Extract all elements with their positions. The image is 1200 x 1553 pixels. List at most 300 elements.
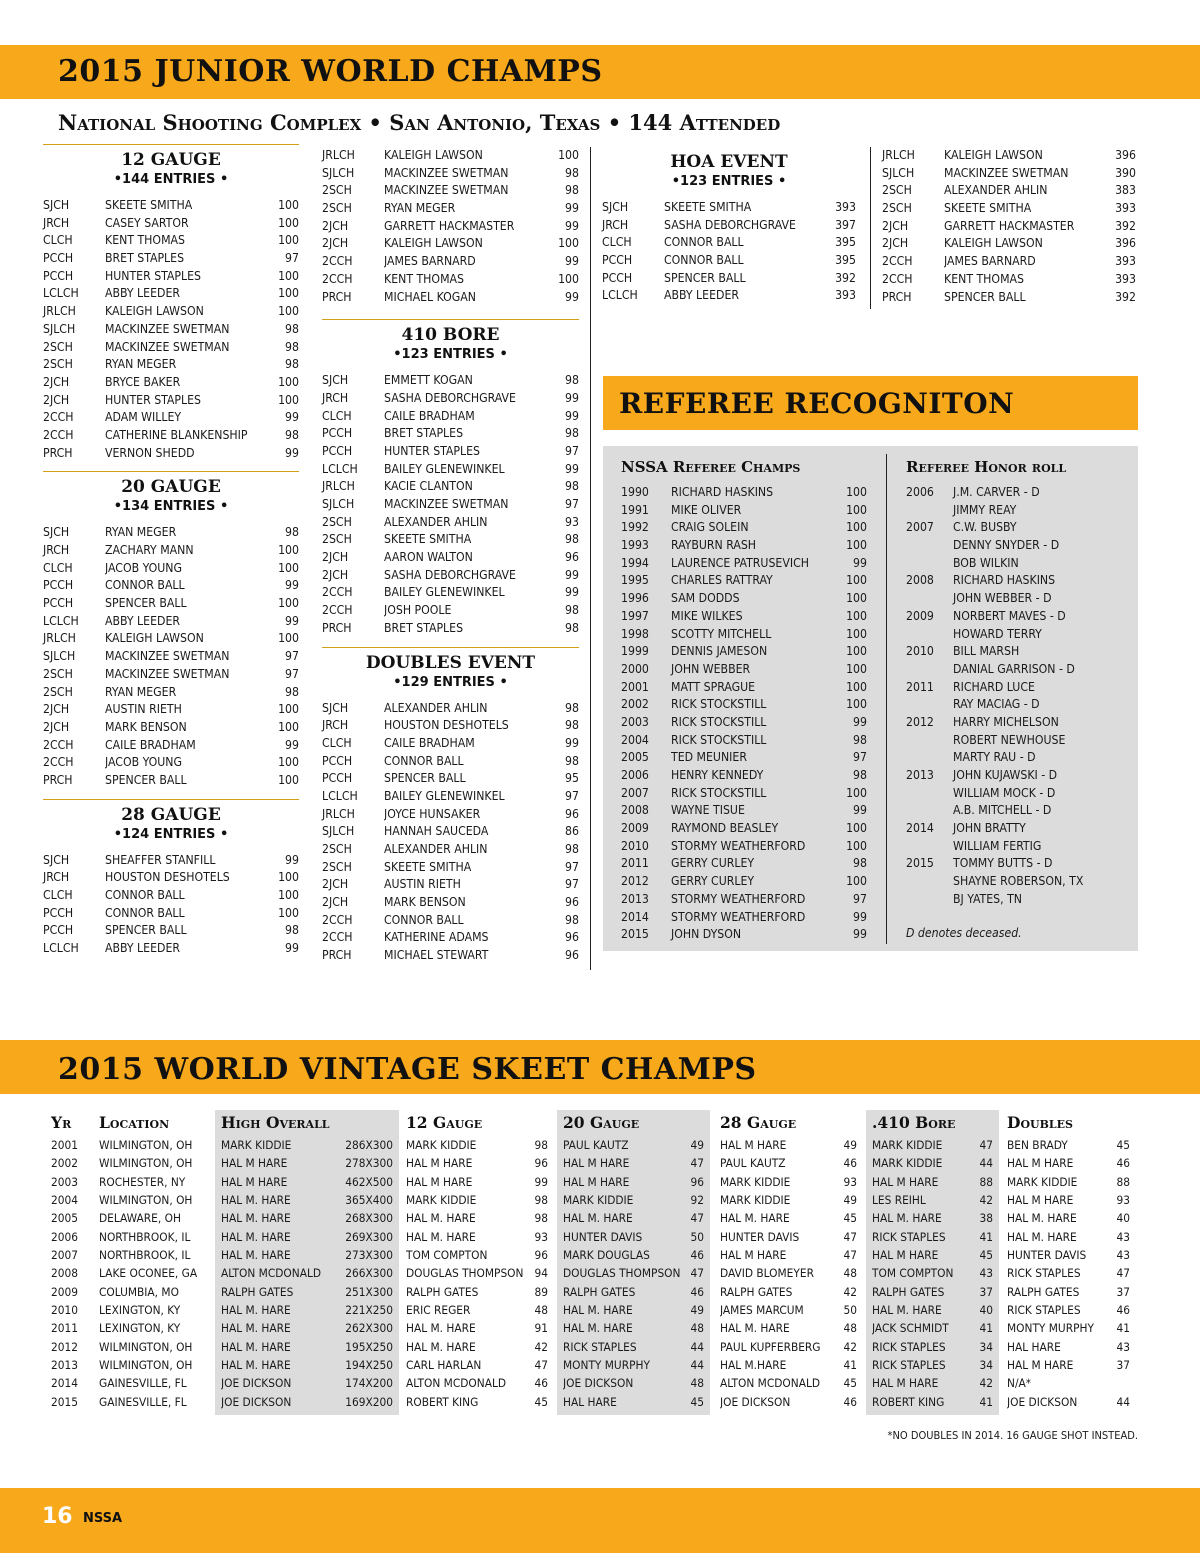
vintage-score: 41 — [1116, 1321, 1130, 1336]
honor-row — [906, 590, 1126, 608]
shooter-name: ALEXANDER AHLIN — [944, 183, 1048, 198]
score: 100 — [558, 148, 579, 162]
referee-champ-row — [621, 749, 867, 767]
shooter-name: CAILE BRADHAM — [105, 737, 196, 752]
vintage-cell: 2006 — [51, 1229, 79, 1244]
result-row — [322, 478, 579, 496]
vintage-row — [714, 1283, 863, 1301]
vintage-col-header: .410 Bore — [872, 1113, 956, 1132]
vintage-cell: PAUL KUPFERBERG — [720, 1339, 821, 1354]
vintage-cell: ROBERT KING — [406, 1394, 479, 1409]
event-title: 28 GAUGE — [121, 804, 221, 825]
vintage-row — [1001, 1191, 1136, 1209]
vintage-cell: HAL M. HARE — [221, 1321, 291, 1336]
vintage-cell: JAMES MARCUM — [720, 1303, 804, 1318]
vintage-cell: DELAWARE, OH — [99, 1211, 181, 1226]
result-row — [322, 841, 579, 859]
result-row — [43, 445, 299, 463]
score: 99 — [565, 289, 579, 304]
shooter-name: JACOB YOUNG — [105, 560, 182, 575]
score: 395 — [835, 253, 856, 268]
vintage-row — [93, 1209, 213, 1227]
result-row — [43, 409, 299, 427]
shooter-name: MACKINZEE SWETMAN — [105, 666, 230, 681]
champ-name: GERRY CURLEY — [671, 856, 755, 871]
shooter-name: ZACHARY MANN — [105, 543, 194, 557]
vintage-cell: HAL M. HARE — [720, 1321, 790, 1336]
result-row — [882, 147, 1136, 165]
vintage-row — [400, 1319, 554, 1337]
shooter-name: JOSH POOLE — [384, 603, 452, 618]
footer-brand: NSSA — [83, 1511, 123, 1526]
result-row — [882, 235, 1136, 253]
result-row — [43, 560, 299, 578]
vintage-row — [866, 1319, 999, 1337]
vintage-cell: HUNTER DAVIS — [720, 1229, 800, 1244]
shooter-name: SPENCER BALL — [664, 270, 746, 285]
result-row — [322, 147, 579, 165]
vintage-row — [1001, 1374, 1136, 1392]
vintage-score: 174X200 — [345, 1376, 393, 1391]
score: 99 — [285, 737, 299, 752]
vintage-row — [866, 1136, 999, 1154]
junior-subtitle: National Shooting Complex • San Antonio, Texas • 144 Attended — [58, 110, 781, 135]
champ-year: 1999 — [621, 644, 649, 659]
result-row — [602, 287, 856, 305]
vintage-cell: PAUL KAUTZ — [563, 1138, 629, 1152]
class-code: JRLCH — [322, 148, 355, 162]
score: 100 — [278, 755, 299, 770]
champ-year: 1997 — [621, 608, 649, 623]
honor-name: C.W. BUSBY — [953, 520, 1017, 535]
class-code: 2SCH — [43, 666, 73, 681]
vintage-cell: HAL M. HARE — [221, 1339, 291, 1354]
vintage-row — [714, 1319, 863, 1337]
vintage-score: 41 — [979, 1394, 993, 1409]
champ-name: CRAIG SOLEIN — [671, 520, 749, 535]
result-row — [322, 770, 579, 788]
vintage-score: 45 — [843, 1211, 857, 1226]
honor-year — [906, 537, 953, 555]
vintage-score: 93 — [534, 1229, 548, 1244]
vintage-score: 43 — [979, 1266, 993, 1281]
champ-score: 100 — [846, 538, 867, 553]
vintage-row — [93, 1338, 213, 1356]
vintage-score: 40 — [1116, 1211, 1130, 1226]
shooter-name: BRET STAPLES — [105, 251, 185, 266]
class-code: LCLCH — [322, 788, 358, 803]
champ-score: 100 — [846, 520, 867, 535]
score: 98 — [285, 321, 299, 336]
class-code: PCCH — [43, 268, 74, 283]
honor-year: 2010 — [906, 644, 934, 659]
vintage-cell: HAL M. HARE — [221, 1248, 291, 1263]
vintage-row — [557, 1264, 710, 1282]
shooter-name: AUSTIN RIETH — [384, 877, 461, 892]
referee-champ-row — [621, 873, 867, 891]
vintage-cell: HAL M. HARE — [221, 1358, 291, 1373]
vintage-row — [400, 1283, 554, 1301]
class-code: JRLCH — [43, 304, 76, 319]
vintage-row — [93, 1374, 213, 1392]
vintage-row — [400, 1301, 554, 1319]
vintage-score: 45 — [1116, 1138, 1130, 1152]
champ-score: 100 — [846, 626, 867, 641]
result-row — [322, 390, 579, 408]
result-row — [43, 339, 299, 357]
shooter-name: MACKINZEE SWETMAN — [105, 339, 230, 354]
honor-row — [906, 855, 1126, 873]
shooter-name: KALEIGH LAWSON — [105, 304, 204, 319]
champ-year: 1990 — [621, 485, 649, 499]
champ-score: 98 — [853, 732, 867, 747]
vintage-score: 48 — [690, 1321, 704, 1336]
honor-name: DANIAL GARRISON - D — [953, 661, 1075, 676]
honor-row — [906, 714, 1126, 732]
shooter-name: SKEETE SMITHA — [944, 201, 1032, 216]
shooter-name: GARRETT HACKMASTER — [384, 218, 515, 233]
referee-panel — [603, 446, 1138, 951]
class-code: PRCH — [43, 772, 73, 787]
result-row — [882, 271, 1136, 289]
vintage-score: 268X300 — [345, 1211, 393, 1226]
shooter-name: MICHAEL STEWART — [384, 948, 489, 963]
referee-champ-row — [621, 909, 867, 927]
class-code: JRLCH — [43, 631, 76, 646]
class-code: JRCH — [43, 215, 70, 230]
vintage-score: 40 — [979, 1303, 993, 1318]
vintage-row — [557, 1393, 710, 1411]
vintage-row — [215, 1393, 399, 1411]
shooter-name: ABBY LEEDER — [105, 941, 180, 956]
vintage-row — [215, 1246, 399, 1264]
result-row — [322, 253, 579, 271]
vintage-cell: HAL M HARE — [872, 1174, 939, 1189]
event-title: 12 GAUGE — [121, 150, 221, 170]
vintage-row — [215, 1191, 399, 1209]
vintage-cell: HAL M HARE — [1007, 1193, 1074, 1208]
honor-name: HOWARD TERRY — [953, 626, 1042, 641]
vintage-row — [1001, 1264, 1136, 1282]
vintage-col-header: Doubles — [1007, 1113, 1073, 1132]
vintage-cell: RALPH GATES — [563, 1284, 636, 1299]
vintage-score: 49 — [690, 1303, 704, 1318]
class-code: JRLCH — [322, 479, 355, 494]
class-code: JRCH — [43, 870, 70, 885]
vintage-score: 43 — [1116, 1339, 1130, 1354]
vintage-row — [45, 1209, 93, 1227]
vintage-score: 42 — [843, 1284, 857, 1299]
vintage-cell: JOE DICKSON — [221, 1376, 292, 1391]
vintage-score: 365X400 — [345, 1193, 393, 1208]
score: 99 — [565, 201, 579, 216]
score: 96 — [565, 550, 579, 565]
vintage-row — [1001, 1283, 1136, 1301]
vintage-col-doubles — [1001, 1110, 1136, 1415]
class-code: 2SCH — [322, 514, 352, 529]
honor-row — [906, 820, 1126, 838]
shooter-name: JOYCE HUNSAKER — [384, 806, 481, 821]
vintage-cell: HAL M. HARE — [406, 1321, 476, 1336]
result-row — [43, 737, 299, 755]
score: 98 — [565, 753, 579, 768]
shooter-name: CATHERINE BLANKENSHIP — [105, 427, 248, 442]
result-row — [322, 602, 579, 620]
vintage-col-410-bore — [866, 1110, 999, 1415]
vintage-row — [557, 1301, 710, 1319]
honor-year — [906, 802, 953, 820]
score: 99 — [285, 613, 299, 628]
champ-name: MIKE WILKES — [671, 608, 743, 623]
vintage-score: 49 — [690, 1138, 704, 1152]
page-footer — [0, 1488, 1200, 1553]
class-code: SJCH — [43, 198, 70, 212]
referee-champ-row — [621, 590, 867, 608]
class-code: 2CCH — [322, 585, 353, 600]
vintage-row — [714, 1228, 863, 1246]
referee-champ-row — [621, 767, 867, 785]
shooter-name: RYAN MEGER — [384, 201, 456, 216]
vintage-row — [557, 1338, 710, 1356]
vintage-row — [400, 1246, 554, 1264]
shooter-name: MARK BENSON — [105, 719, 187, 734]
champ-score: 100 — [846, 697, 867, 712]
honor-name: JIMMY REAY — [953, 502, 1017, 517]
vintage-cell: 2013 — [51, 1358, 79, 1373]
score: 99 — [565, 567, 579, 582]
vintage-row — [215, 1338, 399, 1356]
class-code: 2CCH — [43, 410, 74, 425]
shooter-name: CAILE BRADHAM — [384, 408, 475, 423]
honor-row — [906, 484, 1126, 502]
vintage-cell: JOE DICKSON — [720, 1394, 791, 1409]
vintage-row — [215, 1319, 399, 1337]
score: 392 — [1115, 289, 1136, 304]
class-code: 2JCH — [322, 895, 349, 910]
referee-champ-row — [621, 891, 867, 909]
shooter-name: JAMES BARNARD — [944, 254, 1036, 269]
vintage-score: 48 — [690, 1376, 704, 1391]
shooter-name: SHEAFFER STANFILL — [105, 852, 216, 867]
class-code: 2JCH — [43, 702, 70, 717]
result-row — [882, 182, 1136, 200]
event-entries: • 124 ENTRIES • — [43, 826, 299, 844]
referee-champ-row — [621, 802, 867, 820]
shooter-name: BAILEY GLENEWINKEL — [384, 461, 505, 476]
result-row — [322, 567, 579, 585]
honor-name: TOMMY BUTTS - D — [953, 856, 1053, 871]
vintage-cell: RALPH GATES — [1007, 1284, 1080, 1299]
champ-name: STORMY WEATHERFORD — [671, 891, 806, 906]
vintage-row — [93, 1356, 213, 1374]
vintage-row — [400, 1191, 554, 1209]
vintage-row — [93, 1246, 213, 1264]
champ-name: SCOTTY MITCHELL — [671, 626, 772, 641]
champ-year: 1991 — [621, 502, 649, 517]
champ-name: DENNIS JAMESON — [671, 644, 768, 659]
result-row — [322, 894, 579, 912]
score: 95 — [565, 771, 579, 786]
vintage-row — [557, 1246, 710, 1264]
vintage-cell: 2015 — [51, 1394, 79, 1409]
vintage-row — [866, 1393, 999, 1411]
vintage-row — [557, 1283, 710, 1301]
vintage-score: 194X250 — [345, 1358, 393, 1373]
class-code: PCCH — [322, 443, 353, 458]
vintage-row — [215, 1228, 399, 1246]
score: 99 — [565, 218, 579, 233]
vintage-cell: HAL M HARE — [406, 1156, 473, 1171]
vintage-score: 93 — [1116, 1193, 1130, 1208]
vintage-row — [557, 1356, 710, 1374]
vintage-score: 47 — [690, 1156, 704, 1171]
result-row — [322, 271, 579, 289]
result-row — [43, 427, 299, 445]
champ-name: JOHN DYSON — [671, 927, 742, 942]
vintage-cell: COLUMBIA, MO — [99, 1284, 179, 1299]
shooter-name: HOUSTON DESHOTELS — [384, 718, 509, 733]
event-title: HOA EVENT — [670, 152, 788, 172]
shooter-name: ALEXANDER AHLIN — [384, 700, 488, 715]
class-code: LCLCH — [602, 288, 638, 303]
class-code: PCCH — [43, 596, 74, 611]
vintage-cell: HAL M. HARE — [563, 1211, 633, 1226]
honor-row — [906, 519, 1126, 537]
class-code: 2SCH — [882, 183, 912, 198]
class-code: CLCH — [322, 408, 352, 423]
event-title: 20 GAUGE — [121, 477, 221, 498]
vintage-cell: RALPH GATES — [872, 1284, 945, 1299]
vintage-score: 46 — [534, 1376, 548, 1391]
vintage-cell: PAUL KAUTZ — [720, 1156, 786, 1171]
result-row — [43, 392, 299, 410]
vintage-cell: WILMINGTON, OH — [99, 1156, 193, 1171]
class-code: JRCH — [43, 543, 70, 557]
vintage-col-high-overall — [215, 1110, 399, 1415]
event-title: DOUBLES EVENT — [365, 652, 536, 673]
result-row — [43, 303, 299, 321]
vintage-row — [866, 1209, 999, 1227]
shooter-name: SASHA DEBORCHGRAVE — [384, 390, 516, 405]
shooter-name: SKEETE SMITHA — [384, 859, 472, 874]
vintage-score: 50 — [843, 1303, 857, 1318]
shooter-name: SPENCER BALL — [105, 772, 187, 787]
shooter-name: MACKINZEE SWETMAN — [105, 649, 230, 664]
referee-champ-row — [621, 926, 867, 944]
vintage-row — [1001, 1338, 1136, 1356]
vintage-row — [866, 1356, 999, 1374]
score: 97 — [565, 788, 579, 803]
score: 98 — [565, 718, 579, 733]
champ-score: 100 — [846, 679, 867, 694]
result-row — [322, 461, 579, 479]
honor-year — [906, 555, 953, 573]
vintage-cell: MARK KIDDIE — [1007, 1174, 1078, 1189]
honor-name: JOHN BRATTY — [953, 821, 1026, 836]
vintage-cell: 2012 — [51, 1339, 79, 1354]
score: 99 — [565, 585, 579, 600]
champ-name: SAM DODDS — [671, 591, 740, 606]
honor-name: BJ YATES, TN — [953, 891, 1022, 906]
vintage-col-header: 28 Gauge — [720, 1113, 797, 1132]
score: 100 — [278, 198, 299, 212]
class-code: 2JCH — [882, 236, 909, 251]
junior-title: 2015 JUNIOR WORLD CHAMPS — [58, 54, 603, 89]
score: 99 — [565, 390, 579, 405]
vintage-cell: RALPH GATES — [720, 1284, 793, 1299]
result-row — [322, 408, 579, 426]
result-row — [43, 250, 299, 268]
vintage-cell: MARK KIDDIE — [720, 1174, 791, 1189]
vintage-cell: JOE DICKSON — [221, 1394, 292, 1409]
class-code: 2SCH — [322, 183, 352, 198]
honor-name: BILL MARSH — [953, 644, 1020, 659]
champ-score: 100 — [846, 573, 867, 588]
vintage-row — [866, 1283, 999, 1301]
vintage-col-12-gauge — [400, 1110, 554, 1415]
champ-name: STORMY WEATHERFORD — [671, 909, 806, 924]
vintage-row — [557, 1374, 710, 1392]
score: 100 — [278, 631, 299, 646]
shooter-name: BRYCE BAKER — [105, 374, 181, 389]
vintage-col-header: Yr — [51, 1113, 72, 1132]
vintage-row — [45, 1356, 93, 1374]
class-code: SJCH — [43, 852, 70, 867]
honor-year — [906, 590, 953, 608]
vintage-score: 46 — [1116, 1303, 1130, 1318]
vintage-score: 46 — [690, 1248, 704, 1263]
champ-year: 2011 — [621, 856, 649, 871]
shooter-name: KALEIGH LAWSON — [384, 236, 483, 251]
score: 100 — [278, 772, 299, 787]
shooter-name: MACKINZEE SWETMAN — [105, 321, 230, 336]
honor-name: NORBERT MAVES - D — [953, 608, 1066, 623]
vintage-score: 47 — [1116, 1266, 1130, 1281]
class-code: CLCH — [43, 888, 73, 902]
shooter-name: CONNOR BALL — [384, 912, 464, 927]
result-row — [43, 232, 299, 250]
score: 396 — [1115, 236, 1136, 251]
event-hoa-continued — [882, 147, 1136, 306]
result-row — [322, 788, 579, 806]
champ-name: MATT SPRAGUE — [671, 679, 756, 694]
honor-year — [906, 749, 953, 767]
shooter-name: SKEETE SMITHA — [105, 198, 193, 212]
class-code: PRCH — [322, 289, 352, 304]
result-row — [322, 235, 579, 253]
vintage-score: 45 — [979, 1248, 993, 1263]
honor-name: BOB WILKIN — [953, 555, 1019, 570]
class-code: 2CCH — [322, 603, 353, 618]
champ-name: RICK STOCKSTILL — [671, 697, 767, 712]
vintage-score: 46 — [843, 1394, 857, 1409]
vintage-row — [866, 1154, 999, 1172]
class-code: SJLCH — [43, 649, 76, 664]
vintage-row — [45, 1319, 93, 1337]
referee-champ-row — [621, 555, 867, 573]
score: 100 — [278, 888, 299, 902]
champ-score: 97 — [853, 750, 867, 765]
vintage-score: 48 — [843, 1321, 857, 1336]
vintage-score: 44 — [690, 1339, 704, 1354]
champ-name: HENRY KENNEDY — [671, 768, 764, 782]
vintage-score: 96 — [534, 1248, 548, 1263]
vintage-score: 37 — [1116, 1284, 1130, 1299]
vintage-row — [400, 1209, 554, 1227]
vintage-col-location — [93, 1110, 213, 1415]
vintage-row — [93, 1136, 213, 1154]
referee-title: REFEREE RECOGNITON — [619, 387, 1015, 420]
